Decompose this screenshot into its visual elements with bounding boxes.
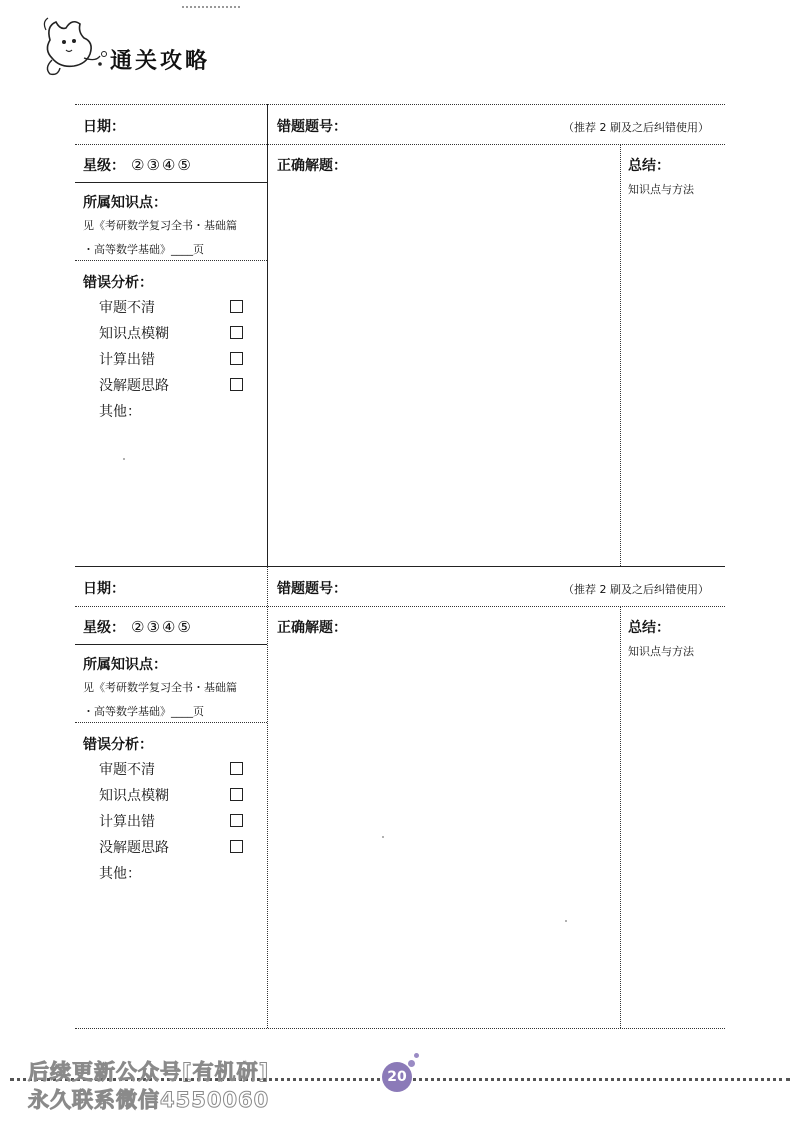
error-item-no-idea: 没解题思路 — [99, 840, 169, 856]
error-record-card-2 — [75, 566, 725, 1028]
summary-subtitle: 知识点与方法 — [628, 645, 694, 658]
checkbox-misread[interactable] — [230, 762, 243, 775]
error-number-label: 错题题号： — [277, 581, 347, 597]
date-label: 日期： — [83, 581, 125, 597]
bubble-decoration — [408, 1060, 415, 1067]
knowledge-ref-line1: 见《考研数学复习全书・基础篇 — [83, 219, 237, 232]
error-item-fuzzy-knowledge: 知识点模糊 — [99, 788, 169, 804]
star-rating — [83, 617, 193, 637]
correct-solution-label: 正确解题： — [277, 620, 347, 636]
error-record-card-1 — [75, 104, 725, 566]
star-label: 星级： — [83, 620, 125, 636]
knowledge-ref-line2: ・高等数学基础》____页 — [83, 243, 204, 256]
knowledge-ref-line2: ・高等数学基础》____页 — [83, 705, 204, 718]
page-number: 20 — [387, 1069, 407, 1085]
error-analysis-label: 错误分析： — [83, 737, 153, 753]
page-title: 通关攻略 — [110, 48, 211, 74]
star-options: ②③④⑤ — [131, 156, 193, 174]
watermark-line-2: 永久联系微信4550060 — [28, 1088, 270, 1112]
error-item-no-idea: 没解题思路 — [99, 378, 169, 394]
checkbox-fuzzy-knowledge[interactable] — [230, 326, 243, 339]
knowledge-label: 所属知识点： — [83, 657, 167, 673]
checkbox-no-idea[interactable] — [230, 840, 243, 853]
error-item-calc-error: 计算出错 — [99, 814, 155, 830]
error-item-misread: 审题不清 — [99, 300, 155, 316]
error-item-fuzzy-knowledge: 知识点模糊 — [99, 326, 169, 342]
summary-label: 总结： — [628, 158, 670, 174]
star-options: ②③④⑤ — [131, 618, 193, 636]
correct-solution-label: 正确解题： — [277, 158, 347, 174]
recommend-note: （推荐 2 刷及之后纠错使用） — [563, 583, 709, 596]
bubble-decoration — [414, 1053, 419, 1058]
watermark-line-1: 后续更新公众号[有机研] — [28, 1060, 270, 1084]
star-rating — [83, 155, 193, 175]
summary-label: 总结： — [628, 620, 670, 636]
knowledge-ref-line1: 见《考研数学复习全书・基础篇 — [83, 681, 237, 694]
date-label: 日期： — [83, 119, 125, 135]
checkbox-calc-error[interactable] — [230, 352, 243, 365]
checkbox-misread[interactable] — [230, 300, 243, 313]
error-number-label: 错题题号： — [277, 119, 347, 135]
checkbox-no-idea[interactable] — [230, 378, 243, 391]
error-analysis-label: 错误分析： — [83, 275, 153, 291]
error-item-misread: 审题不清 — [99, 762, 155, 778]
error-item-calc-error: 计算出错 — [99, 352, 155, 368]
other-label: 其他： — [99, 866, 141, 882]
checkbox-calc-error[interactable] — [230, 814, 243, 827]
other-label: 其他： — [99, 404, 141, 420]
recommend-note: （推荐 2 刷及之后纠错使用） — [563, 121, 709, 134]
page-header — [38, 10, 298, 80]
knowledge-label: 所属知识点： — [83, 195, 167, 211]
checkbox-fuzzy-knowledge[interactable] — [230, 788, 243, 801]
summary-subtitle: 知识点与方法 — [628, 183, 694, 196]
star-label: 星级： — [83, 158, 125, 174]
page-number-badge — [382, 1062, 412, 1092]
cat-mascot-icon — [38, 10, 118, 80]
page-footer — [0, 1052, 800, 1132]
